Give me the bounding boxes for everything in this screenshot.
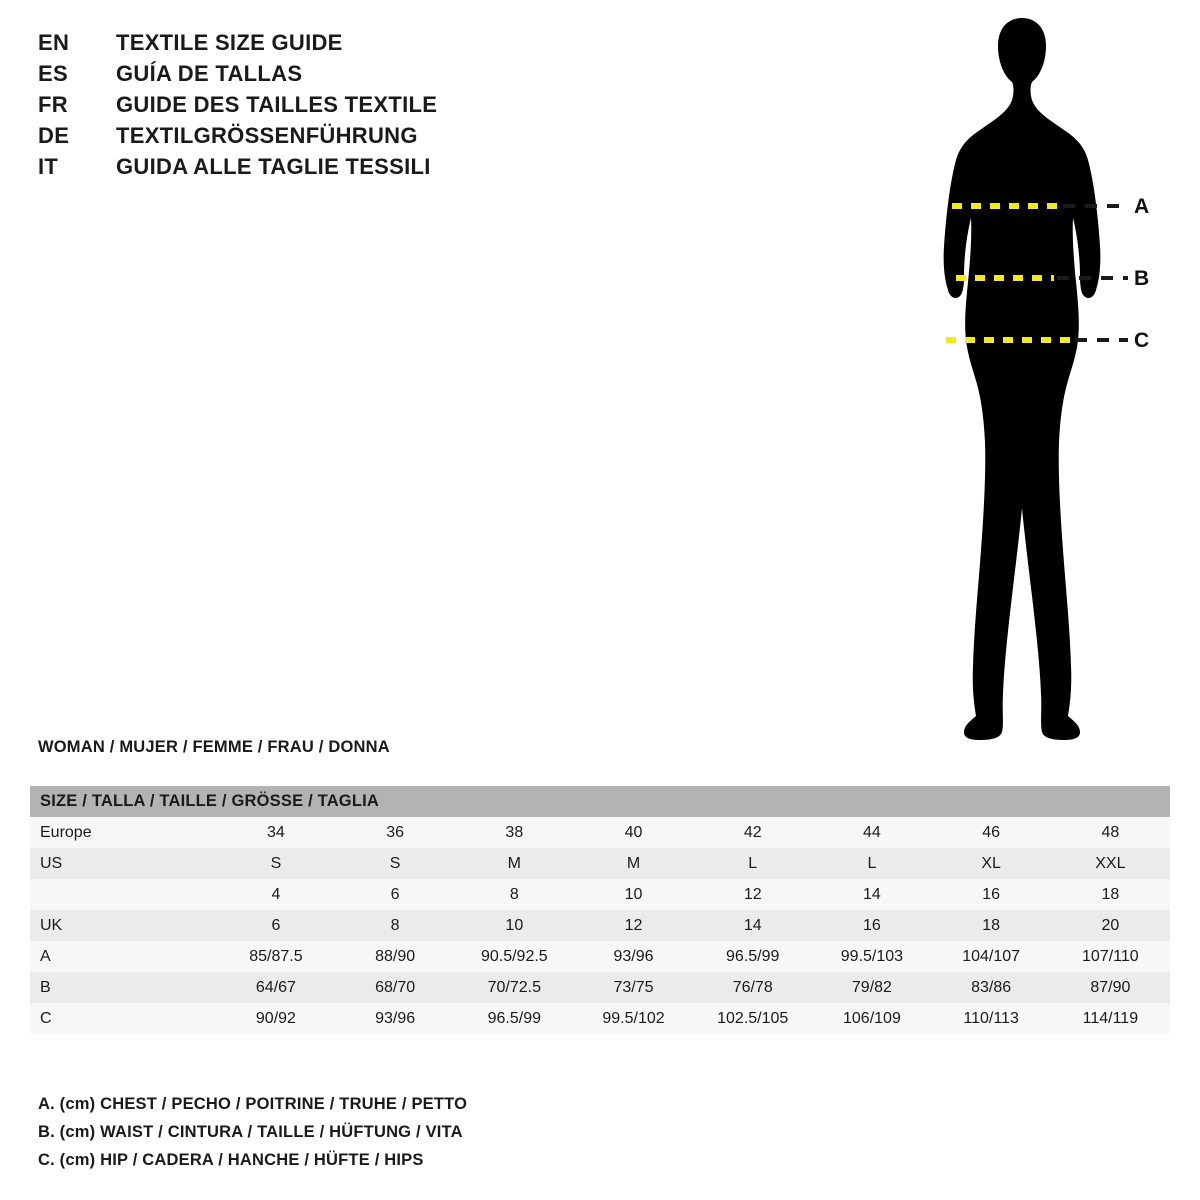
table-header-row (30, 786, 1170, 817)
size-guide-table (30, 786, 1170, 1034)
cell: 6 (271, 917, 281, 934)
cell: 76/78 (732, 979, 773, 996)
cell: 8 (509, 886, 519, 903)
cell: 4 (271, 886, 281, 903)
table-row (30, 879, 1170, 910)
cell: 93/96 (613, 948, 654, 965)
cell: 20 (1101, 917, 1120, 934)
cell: 90.5/92.5 (480, 948, 548, 965)
cell: 42 (743, 824, 762, 841)
cell: 68/70 (375, 979, 416, 996)
cell: 87/90 (1090, 979, 1131, 996)
table-row (30, 1003, 1170, 1034)
language-row (38, 154, 598, 185)
measurement-legend (38, 1090, 738, 1174)
legend-line-c: C. (cm) HIP / CADERA / HANCHE / HÜFTE / HIPS (38, 1151, 424, 1169)
row-label: B (40, 979, 51, 996)
language-row (38, 92, 598, 123)
cell: 18 (1101, 886, 1120, 903)
cell: 90/92 (255, 1010, 296, 1027)
cell: M (507, 855, 521, 872)
cell: L (748, 855, 758, 872)
cell: 107/110 (1082, 948, 1139, 965)
table-header-label: SIZE / TALLA / TAILLE / GRÖSSE / TAGLIA (40, 792, 380, 810)
cell: 102.5/105 (717, 1010, 789, 1027)
cell: 14 (743, 917, 762, 934)
cell: 96.5/99 (487, 1010, 542, 1027)
language-code: ES (38, 61, 68, 86)
cell: S (270, 855, 282, 872)
language-row (38, 123, 598, 154)
marker-label-c: C (1134, 329, 1150, 352)
cell: 10 (624, 886, 643, 903)
cell: 12 (624, 917, 643, 934)
cell: 18 (982, 917, 1001, 934)
row-label: Europe (40, 824, 92, 841)
cell: 83/86 (971, 979, 1012, 996)
marker-label-a: A (1134, 195, 1150, 218)
language-code: FR (38, 92, 68, 117)
cell: 16 (982, 886, 1001, 903)
language-title: GUIDA ALLE TAGLIE TESSILI (116, 154, 431, 179)
cell: 110/113 (963, 1010, 1019, 1027)
cell: 46 (982, 824, 1001, 841)
cell: 8 (390, 917, 400, 934)
cell: 73/75 (613, 979, 654, 996)
cell: 79/82 (851, 979, 892, 996)
table-row (30, 817, 1170, 848)
cell: 12 (743, 886, 762, 903)
cell: 14 (863, 886, 881, 903)
language-row (38, 30, 598, 61)
cell: 85/87.5 (249, 948, 303, 965)
cell: 48 (1101, 824, 1120, 841)
cell: XXL (1095, 855, 1126, 872)
language-row (38, 61, 598, 92)
cell: 36 (386, 824, 405, 841)
cell: 38 (505, 824, 524, 841)
cell: 40 (624, 824, 643, 841)
legend-line-b: B. (cm) WAIST / CINTURA / TAILLE / HÜFTUNG / VITA (38, 1123, 463, 1141)
cell: 34 (267, 824, 285, 841)
body-measurement-figure (860, 10, 1190, 750)
marker-label-b: B (1134, 267, 1150, 290)
cell: 99.5/102 (602, 1010, 665, 1027)
female-silhouette-icon (860, 10, 1190, 750)
cell: S (389, 855, 401, 872)
cell: 88/90 (375, 948, 416, 965)
cell: 93/96 (375, 1010, 416, 1027)
cell: 70/72.5 (487, 979, 542, 996)
language-title: GUÍA DE TALLAS (116, 61, 303, 86)
cell: 96.5/99 (726, 948, 780, 965)
row-label: US (40, 855, 63, 872)
row-label: A (40, 948, 51, 965)
language-code: IT (38, 154, 59, 179)
cell: 99.5/103 (840, 948, 904, 965)
language-title: GUIDE DES TAILLES TEXTILE (116, 92, 438, 117)
language-code: DE (38, 123, 70, 148)
legend-line-a: A. (cm) CHEST / PECHO / POITRINE / TRUHE / PETTO (38, 1095, 468, 1113)
cell: 10 (505, 917, 524, 934)
language-title: TEXTILGRÖSSENFÜHRUNG (116, 123, 418, 148)
language-title-list (38, 30, 598, 185)
cell: 44 (863, 824, 881, 841)
cell: L (867, 855, 877, 872)
table-caption: WOMAN / MUJER / FEMME / FRAU / DONNA (38, 738, 390, 756)
language-title: TEXTILE SIZE GUIDE (116, 30, 343, 55)
row-label: C (40, 1010, 52, 1027)
table-row (30, 941, 1170, 972)
language-code: EN (38, 30, 70, 55)
row-label (30, 879, 216, 910)
table-row (30, 848, 1170, 879)
table-row (30, 910, 1170, 941)
cell: 104/107 (962, 948, 1021, 965)
cell: 16 (863, 917, 881, 934)
cell: XL (981, 855, 1001, 872)
cell: 64/67 (255, 979, 296, 996)
cell: M (626, 855, 641, 872)
cell: 6 (390, 886, 400, 903)
table-row (30, 972, 1170, 1003)
cell: 106/109 (843, 1010, 901, 1027)
cell: 114/119 (1082, 1010, 1139, 1027)
row-label: UK (40, 917, 63, 934)
